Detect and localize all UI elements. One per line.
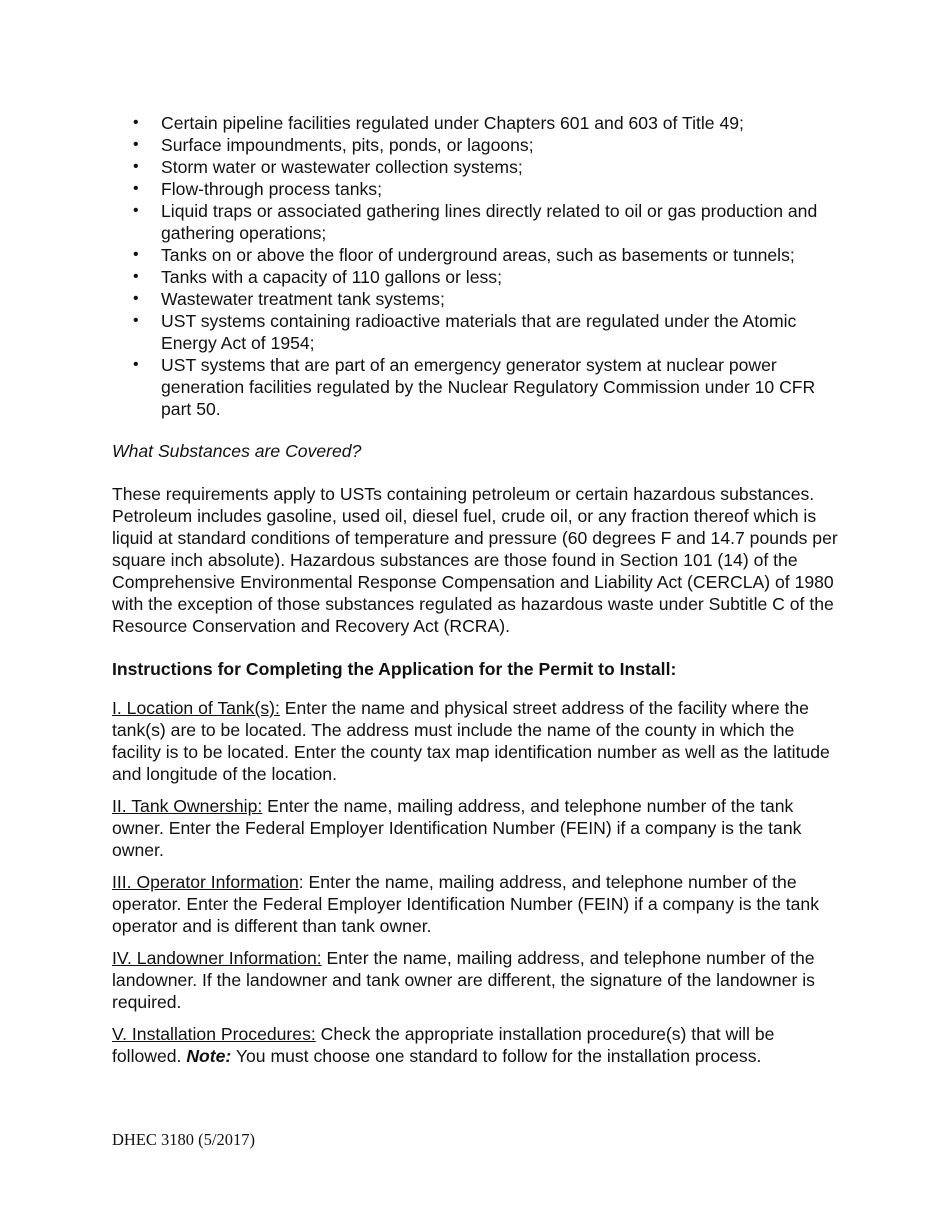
bullet-icon: • bbox=[133, 158, 139, 175]
bullet-icon: • bbox=[133, 136, 139, 153]
list-item-text: UST systems containing radioactive materials that are regulated under the Atomic Energy Act of 1954; bbox=[161, 311, 797, 353]
list-item bbox=[112, 200, 840, 244]
instructions-heading: Instructions for Completing the Application for the Permit to Install: bbox=[112, 659, 677, 679]
bullet-icon: • bbox=[133, 290, 139, 307]
list-item-text: Tanks on or above the floor of underground areas, such as basements or tunnels; bbox=[161, 245, 795, 265]
instruction-tank-ownership bbox=[112, 795, 840, 861]
bullet-icon: • bbox=[133, 202, 139, 219]
instruction-installation-procedures bbox=[112, 1023, 840, 1067]
list-item-text: Tanks with a capacity of 110 gallons or less; bbox=[161, 267, 502, 287]
bullet-icon: • bbox=[133, 246, 139, 263]
list-item-text: Liquid traps or associated gathering lines directly related to oil or gas production and gathering operations; bbox=[161, 201, 818, 243]
instruction-title: III. Operator Information bbox=[112, 872, 299, 892]
exclusions-list bbox=[112, 112, 840, 420]
instruction-landowner-information bbox=[112, 947, 840, 1013]
list-item bbox=[112, 134, 840, 156]
list-item-text: Wastewater treatment tank systems; bbox=[161, 289, 445, 309]
bullet-icon: • bbox=[133, 114, 139, 131]
instruction-body: Check the appropriate installation procedure(s) that will be followed. bbox=[112, 1024, 775, 1066]
list-item bbox=[112, 112, 840, 134]
instruction-location-of-tanks bbox=[112, 697, 840, 785]
instruction-title: I. Location of Tank(s): bbox=[112, 698, 280, 718]
substances-heading: What Substances are Covered? bbox=[112, 441, 362, 461]
list-item-text: Surface impoundments, pits, ponds, or lagoons; bbox=[161, 135, 534, 155]
bullet-icon: • bbox=[133, 356, 139, 373]
page-content bbox=[112, 112, 840, 1067]
instruction-title: IV. Landowner Information: bbox=[112, 948, 322, 968]
list-item-text: Storm water or wastewater collection systems; bbox=[161, 157, 523, 177]
list-item bbox=[112, 244, 840, 266]
instruction-title: V. Installation Procedures: bbox=[112, 1024, 316, 1044]
list-item-text: Flow-through process tanks; bbox=[161, 179, 382, 199]
list-item bbox=[112, 354, 840, 420]
list-item bbox=[112, 178, 840, 200]
list-item bbox=[112, 266, 840, 288]
list-item-text: Certain pipeline facilities regulated under Chapters 601 and 603 of Title 49; bbox=[161, 113, 744, 133]
instruction-body: Enter the name and physical street address of the facility where the tank(s) are to be located. The address must include the name of the county in which the facility is to be located. Enter the county tax map identification number as well as the latitude and longitude of the location. bbox=[112, 698, 830, 784]
list-item bbox=[112, 310, 840, 354]
instruction-title: II. Tank Ownership: bbox=[112, 796, 263, 816]
bullet-icon: • bbox=[133, 312, 139, 329]
bullet-icon: • bbox=[133, 180, 139, 197]
instruction-operator-information bbox=[112, 871, 840, 937]
instruction-body: Enter the name, mailing address, and telephone number of the tank owner. Enter the Federal Employer Identification Number (FEIN) if a company is the tank owner. bbox=[112, 796, 802, 860]
bullet-icon: • bbox=[133, 268, 139, 285]
list-item bbox=[112, 288, 840, 310]
note-body: You must choose one standard to follow for the installation process. bbox=[231, 1046, 762, 1066]
instruction-body: : Enter the name, mailing address, and telephone number of the operator. Enter the Federal Employer Identification Number (FEIN) if a company is the tank operator and is different than tank owner. bbox=[112, 872, 820, 936]
list-item bbox=[112, 156, 840, 178]
note-label: Note: bbox=[186, 1046, 232, 1066]
substances-paragraph: These requirements apply to USTs containing petroleum or certain hazardous substances. Petroleum includes gasoline, used oil, diesel fuel, crude oil, or any fraction thereof which is liquid at standard conditions of temperature and pressure (60 degrees F and 14.7 pounds per square inch absolute). Hazardous substances are those found in Section 101 (14) of the Comprehensive Environmental Response Compensation and Liability Act (CERCLA) of 1980 with the exception of those substances regulated as hazardous waste under Subtitle C of the Resource Conservation and Recovery Act (RCRA). bbox=[112, 484, 838, 636]
list-item-text: UST systems that are part of an emergency generator system at nuclear power generation facilities regulated by the Nuclear Regulatory Commission under 10 CFR part 50. bbox=[161, 355, 816, 419]
instruction-body: Enter the name, mailing address, and telephone number of the landowner. If the landowner and tank owner are different, the signature of the landowner is required. bbox=[112, 948, 815, 1012]
form-number-footer: DHEC 3180 (5/2017) bbox=[112, 1130, 255, 1149]
